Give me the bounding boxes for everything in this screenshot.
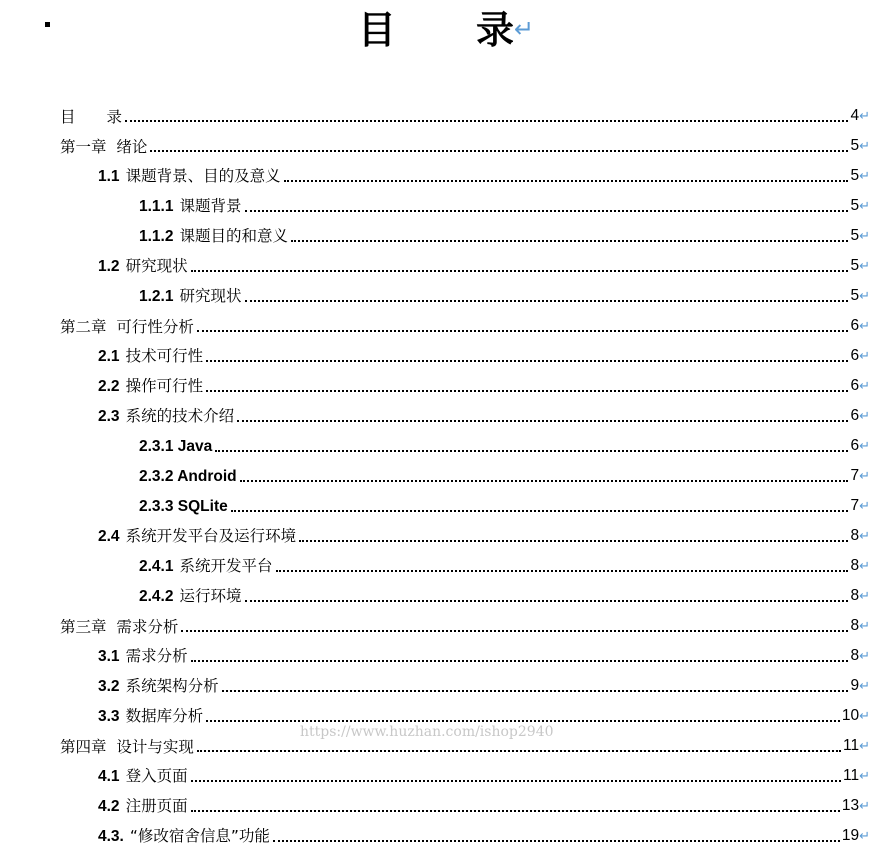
- toc-entry[interactable]: [139, 487, 870, 517]
- toc-entry-label: [98, 406, 236, 427]
- toc-page-number: [850, 166, 870, 187]
- paragraph-mark-icon: ↵: [859, 199, 870, 214]
- toc-entry-text: 课题背景: [179, 197, 242, 215]
- paragraph-mark-icon: ↵: [859, 529, 870, 544]
- toc-entry-number: 3.1: [98, 648, 120, 665]
- toc-entry-text: 目 录: [60, 108, 123, 126]
- toc-entry-label: [98, 166, 283, 187]
- paragraph-mark-icon: ↵: [859, 649, 870, 664]
- toc-entry[interactable]: [60, 607, 870, 637]
- toc-page-value: 4: [850, 107, 860, 124]
- toc-leader-dots: [181, 629, 848, 632]
- toc-entry-number: 2.4.2: [139, 588, 174, 605]
- toc-entry-number: 2.3: [98, 408, 120, 425]
- paragraph-mark-icon: ↵: [859, 769, 870, 784]
- toc-page-number: [843, 736, 870, 757]
- toc-leader-dots: [240, 479, 849, 482]
- toc-entry-label: [98, 826, 272, 847]
- page-title: [0, 4, 892, 55]
- toc-entry-label: [98, 646, 190, 667]
- toc-leader-dots: [299, 539, 848, 542]
- toc-page-number: [850, 346, 870, 367]
- toc-entry-label: [60, 137, 149, 157]
- toc-page-value: 8: [850, 557, 860, 574]
- toc-entry[interactable]: [139, 547, 870, 577]
- toc-entry[interactable]: [98, 367, 870, 397]
- toc-page-value: 8: [850, 647, 860, 664]
- toc-entry-label: [98, 706, 205, 727]
- toc-leader-dots: [191, 779, 841, 782]
- toc-entry-number: 2.2: [98, 378, 120, 395]
- toc-entry-number: 4.1: [98, 768, 120, 785]
- toc-leader-dots: [206, 719, 840, 722]
- toc-page-value: 9: [850, 677, 860, 694]
- toc-leader-dots: [206, 359, 848, 362]
- toc-leader-dots: [231, 509, 849, 512]
- toc-entry[interactable]: [98, 817, 870, 847]
- toc-entry-number: 1.1.1: [139, 198, 174, 215]
- toc-entry-text: 需求分析: [125, 647, 188, 665]
- paragraph-mark-icon: ↵: [859, 109, 870, 124]
- toc-page-number: [850, 196, 870, 217]
- toc-entry-label: [139, 226, 290, 247]
- toc-entry-number: 4.2: [98, 798, 120, 815]
- paragraph-mark-icon: ↵: [859, 229, 870, 244]
- toc-page-number: [850, 676, 870, 697]
- toc-page-number: [842, 826, 870, 847]
- toc-entry-text: 系统架构分析: [125, 677, 219, 695]
- toc-page-value: 11: [843, 737, 860, 754]
- paragraph-mark-icon: ↵: [859, 559, 870, 574]
- toc-entry-label: [139, 466, 239, 487]
- toc-page-value: 5: [850, 227, 860, 244]
- toc-entry-number: 2.3.3 SQLite: [139, 498, 228, 515]
- toc-entry[interactable]: [98, 517, 870, 547]
- toc-entry-number: 1.2: [98, 258, 120, 275]
- paragraph-mark-icon: ↵: [859, 619, 870, 634]
- title-char-1: 目: [357, 7, 396, 52]
- toc-entry-label: [98, 256, 190, 277]
- toc-leader-dots: [222, 689, 849, 692]
- title-char-2: 录: [475, 7, 514, 52]
- toc-page-value: 11: [843, 767, 860, 784]
- toc-leader-dots: [125, 119, 848, 122]
- toc-entry-number: 3.3: [98, 708, 120, 725]
- toc-page-value: 10: [841, 707, 860, 724]
- toc-page-number: [850, 496, 870, 517]
- toc-leader-dots: [284, 179, 849, 182]
- toc-page-number: [850, 316, 870, 337]
- toc-page-number: [850, 286, 870, 307]
- toc-entry-text: 系统的技术介绍: [125, 407, 235, 425]
- toc-entry-text: 课题背景、目的及意义: [125, 167, 281, 185]
- paragraph-mark-icon: ↵: [859, 439, 870, 454]
- toc-entry[interactable]: [98, 337, 870, 367]
- toc-entry-text: 运行环境: [179, 587, 242, 605]
- toc-leader-dots: [291, 239, 848, 242]
- toc-page-number: [850, 466, 870, 487]
- toc-entry[interactable]: [98, 697, 870, 727]
- paragraph-mark-icon: ↵: [859, 799, 870, 814]
- toc-entry-number: 2.1: [98, 348, 120, 365]
- toc-entry[interactable]: [139, 277, 870, 307]
- paragraph-mark-icon: ↵: [859, 679, 870, 694]
- toc-page-number: [850, 526, 870, 547]
- toc-entry-text: 注册页面: [125, 797, 188, 815]
- toc-entry[interactable]: [98, 247, 870, 277]
- toc-entry-label: [60, 617, 180, 637]
- toc-page-value: 5: [850, 257, 860, 274]
- toc-entry-text: 第四章 设计与实现: [60, 738, 194, 756]
- paragraph-mark-icon: ↵: [859, 589, 870, 604]
- toc-entry-text: 操作可行性: [125, 377, 204, 395]
- toc-leader-dots: [150, 149, 848, 152]
- toc-page-number: [842, 796, 870, 817]
- toc-entry-text: 研究现状: [125, 257, 188, 275]
- toc-page-value: 13: [841, 797, 860, 814]
- toc-entry-label: [98, 346, 205, 367]
- toc-entry-label: [139, 436, 214, 457]
- toc-page-value: 5: [850, 167, 860, 184]
- toc-leader-dots: [191, 269, 849, 272]
- toc-entry-text: 研究现状: [179, 287, 242, 305]
- paragraph-mark-icon: ↵: [859, 739, 870, 754]
- toc-leader-dots: [245, 209, 849, 212]
- toc-page-value: 6: [850, 437, 860, 454]
- toc-leader-dots: [276, 569, 849, 572]
- toc-entry[interactable]: [139, 577, 870, 607]
- toc-page-value: 5: [850, 287, 860, 304]
- toc-entry-number: 1.1: [98, 168, 120, 185]
- toc-entry-number: 2.4: [98, 528, 120, 545]
- paragraph-mark-icon: ↵: [859, 349, 870, 364]
- toc-page-number: [850, 436, 870, 457]
- paragraph-mark-icon: ↵: [859, 709, 870, 724]
- toc-entry-number: 4.3.: [98, 828, 124, 845]
- toc-entry-label: [139, 586, 244, 607]
- toc-entry[interactable]: [98, 667, 870, 697]
- paragraph-mark-icon: ↵: [859, 499, 870, 514]
- toc-entry-number: 1.2.1: [139, 288, 174, 305]
- toc-entry-number: 2.3.2 Android: [139, 468, 237, 485]
- toc-entry-text: 第一章 绪论: [60, 138, 148, 156]
- toc-leader-dots: [191, 659, 849, 662]
- toc-page-value: 8: [850, 527, 860, 544]
- toc-page-value: 6: [850, 317, 860, 334]
- toc-entry-text: 系统开发平台: [179, 557, 273, 575]
- toc-entry-number: 2.3.1 Java: [139, 438, 213, 455]
- toc-page-number: [850, 256, 870, 277]
- toc-leader-dots: [215, 449, 848, 452]
- toc-entry-label: [98, 766, 190, 787]
- paragraph-mark-icon: ↵: [859, 139, 870, 154]
- toc-page-value: 19: [841, 827, 860, 844]
- toc-page-value: 6: [850, 377, 860, 394]
- toc-page-value: 8: [850, 617, 860, 634]
- toc-entry-label: [98, 376, 205, 397]
- toc-entry[interactable]: [98, 397, 870, 427]
- toc-page-number: [850, 616, 870, 637]
- toc-entry-text: 第二章 可行性分析: [60, 318, 194, 336]
- toc-entry-label: [60, 107, 124, 127]
- toc-page-number: [850, 136, 870, 157]
- toc-entry[interactable]: [98, 637, 870, 667]
- toc-entry-label: [139, 286, 244, 307]
- toc-leader-dots: [245, 599, 849, 602]
- toc-entry[interactable]: [98, 787, 870, 817]
- toc-entry-label: [139, 496, 230, 517]
- toc-entry-label: [60, 317, 196, 337]
- toc-entry[interactable]: [60, 127, 870, 157]
- toc-entry-label: [60, 737, 196, 757]
- toc-page-value: 7: [850, 497, 860, 514]
- toc-page-number: [850, 226, 870, 247]
- toc-entry-text: 数据库分析: [125, 707, 204, 725]
- toc-page-value: 5: [850, 137, 860, 154]
- toc-page-value: 5: [850, 197, 860, 214]
- toc-entry[interactable]: [139, 457, 870, 487]
- toc-page-value: 6: [850, 347, 860, 364]
- paragraph-mark-icon: ↵: [859, 259, 870, 274]
- paragraph-mark-icon: ↵: [859, 379, 870, 394]
- paragraph-mark-icon: ↵: [859, 469, 870, 484]
- toc-entry[interactable]: [139, 217, 870, 247]
- toc-entry[interactable]: [139, 187, 870, 217]
- toc-entry-text: 登入页面: [125, 767, 188, 785]
- toc-page-number: [850, 406, 870, 427]
- toc-leader-dots: [206, 389, 848, 392]
- toc-entry-text: “修改宿舍信息”功能: [129, 827, 270, 845]
- paragraph-mark-icon: ↵: [859, 829, 870, 844]
- toc-entry-label: [98, 796, 190, 817]
- toc-entry-label: [139, 556, 275, 577]
- toc-entry-label: [139, 196, 244, 217]
- toc-entry-text: 第三章 需求分析: [60, 618, 179, 636]
- toc-entry-label: [98, 526, 298, 547]
- toc-entry-text: 技术可行性: [125, 347, 204, 365]
- toc-page-value: 8: [850, 587, 860, 604]
- toc-entry-text: 系统开发平台及运行环境: [125, 527, 297, 545]
- toc-page-number: [843, 766, 870, 787]
- toc-entry[interactable]: [60, 307, 870, 337]
- paragraph-mark-icon: ↵: [859, 169, 870, 184]
- toc-page-value: 6: [850, 407, 860, 424]
- toc-entry[interactable]: [98, 757, 870, 787]
- toc-leader-dots: [237, 419, 848, 422]
- paragraph-mark-icon: ↵: [859, 289, 870, 304]
- toc-page-number: [850, 106, 870, 127]
- toc-page-number: [842, 706, 870, 727]
- toc-page-number: [850, 646, 870, 667]
- toc-entry-label: [98, 676, 221, 697]
- toc-leader-dots: [273, 839, 840, 842]
- toc-leader-dots: [191, 809, 840, 812]
- toc-page-number: [850, 556, 870, 577]
- toc-leader-dots: [245, 299, 849, 302]
- toc-leader-dots: [197, 329, 849, 332]
- toc-entry[interactable]: [60, 97, 870, 127]
- toc-page-value: 7: [850, 467, 860, 484]
- toc-entry-number: 3.2: [98, 678, 120, 695]
- toc-entry[interactable]: [98, 157, 870, 187]
- toc-entry-number: 1.1.2: [139, 228, 174, 245]
- paragraph-mark-icon: ↵: [859, 319, 870, 334]
- watermark: https://www.huzhan.com/ishop2940: [300, 724, 554, 740]
- toc-entry[interactable]: [139, 427, 870, 457]
- toc-entry-text: 课题目的和意义: [179, 227, 288, 245]
- toc-page-number: [850, 376, 870, 397]
- toc-leader-dots: [197, 749, 841, 752]
- toc-entry-number: 2.4.1: [139, 558, 174, 575]
- paragraph-mark-icon: ↵: [513, 15, 535, 43]
- paragraph-mark-icon: ↵: [859, 409, 870, 424]
- toc-page-number: [850, 586, 870, 607]
